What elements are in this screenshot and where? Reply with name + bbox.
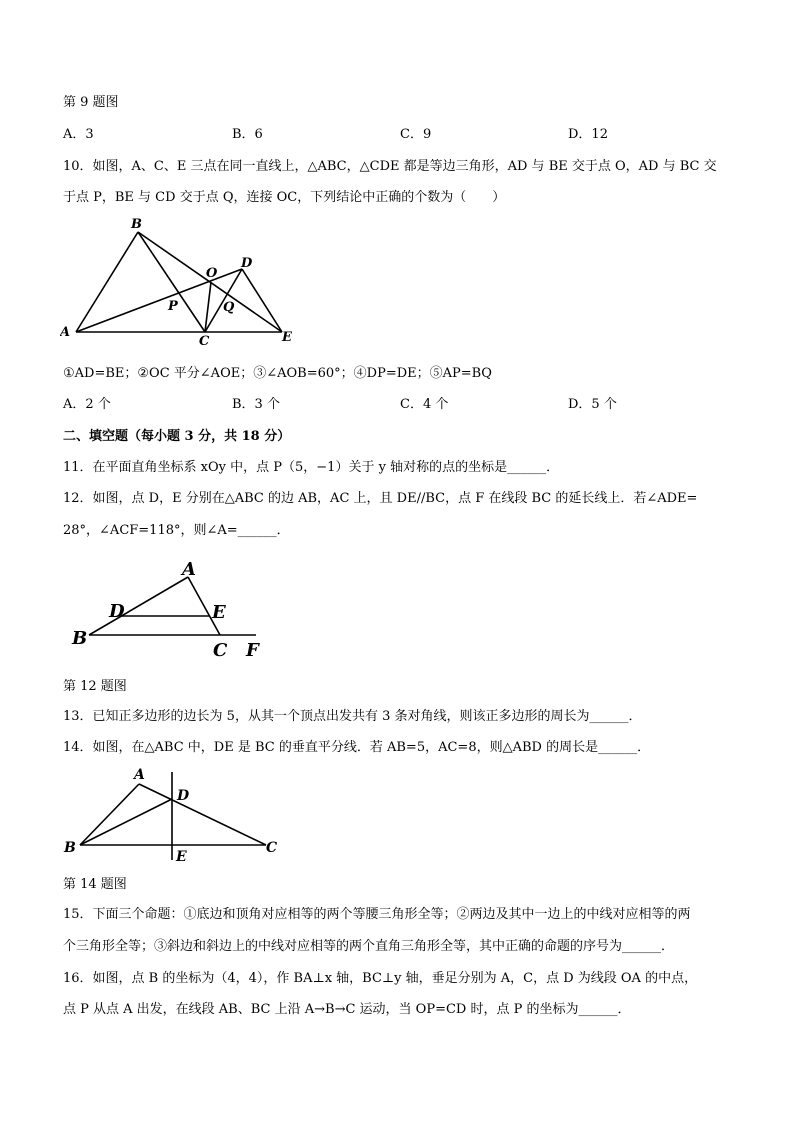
question-10-conclusions: ①AD=BE；②OC 平分∠AOE；③∠AOB=60°；④DP=DE；⑤AP=BQ xyxy=(63,366,492,381)
question-16-line-1: 16．如图，点 B 的坐标为（4，4），作 BA⊥x 轴，BC⊥y 轴，垂足分别为 A，C，点 D 为线段 OA 的中点， xyxy=(63,971,698,986)
line-ab xyxy=(76,232,138,332)
point-label-f: F xyxy=(246,640,259,661)
question-13: 13．已知正多边形的边长为 5，从其一个顶点出发共有 3 条对角线，则该正多边形的周长为______． xyxy=(63,709,642,724)
figure-q12 xyxy=(66,556,276,664)
point-label-e: E xyxy=(282,330,292,345)
figure-caption-q14: 第 14 题图 xyxy=(63,877,127,892)
question-11: 11．在平面直角坐标系 xOy 中，点 P（5，−1）关于 y 轴对称的点的坐标是______． xyxy=(63,460,560,475)
option-d-q9: D．12 xyxy=(568,127,608,142)
point-label-a: A xyxy=(134,767,145,783)
option-b-q10: B．3 个 xyxy=(232,397,280,412)
question-15-line-1: 15．下面三个命题：①底边和顶角对应相等的两个等腰三角形全等；②两边及其中一边上的中线对应相等的两 xyxy=(63,907,691,922)
point-label-q: Q xyxy=(223,300,235,315)
section-heading-fill-in: 二、填空题（每小题 3 分，共 18 分） xyxy=(63,429,291,444)
point-label-b: B xyxy=(64,840,76,856)
point-label-a: A xyxy=(182,559,196,580)
point-label-e: E xyxy=(212,602,226,623)
line-bd xyxy=(80,799,172,845)
question-10-line-2: 于点 P，BE 与 CD 交于点 Q，连接 OC，下列结论中正确的个数为（ ） xyxy=(63,190,506,205)
question-10-line-1: 10．如图，A、C、E 三点在同一直线上，△ABC，△CDE 都是等边三角形，AD 与 BE 交于点 O，AD 与 BC 交 xyxy=(63,159,717,174)
question-12-line-1: 12．如图，点 D，E 分别在△ABC 的边 AB，AC 上，且 DE//BC，点 F 在线段 BC 的延长线上．若∠ADE= xyxy=(63,491,698,506)
point-label-c: C xyxy=(199,334,210,345)
line-bc xyxy=(138,232,205,332)
question-14: 14．如图，在△ABC 中，DE 是 BC 的垂直平分线．若 AB=5，AC=8，则△ABD 的周长是______． xyxy=(63,740,651,755)
point-label-p: P xyxy=(168,299,178,314)
line-ac xyxy=(139,784,266,845)
question-15-line-2: 个三角形全等；③斜边和斜边上的中线对应相等的两个直角三角形全等，其中正确的命题的序号为______． xyxy=(63,939,675,954)
line-ba xyxy=(89,577,188,635)
figure-caption-q9: 第 9 题图 xyxy=(63,95,119,110)
option-c-q10: C．4 个 xyxy=(400,397,449,412)
point-label-d: D xyxy=(109,601,125,622)
point-label-b: B xyxy=(72,628,88,649)
point-label-d: D xyxy=(241,256,253,271)
point-label-c: C xyxy=(266,840,278,856)
point-label-a: A xyxy=(60,325,71,340)
figure-q10 xyxy=(60,215,310,345)
line-ba xyxy=(80,784,139,845)
option-a-q9: A．3 xyxy=(63,127,94,142)
point-label-d: D xyxy=(177,788,190,804)
point-label-b: B xyxy=(131,217,142,232)
figure-q14 xyxy=(60,764,290,868)
option-b-q9: B．6 xyxy=(232,127,263,142)
figure-caption-q12: 第 12 题图 xyxy=(63,679,127,694)
option-a-q10: A．2 个 xyxy=(63,397,111,412)
point-label-c: C xyxy=(213,640,228,661)
question-12-line-2: 28°，∠ACF=118°，则∠A=______． xyxy=(63,523,290,538)
line-de xyxy=(242,269,282,332)
point-label-e: E xyxy=(176,849,187,865)
question-16-line-2: 点 P 从点 A 出发，在线段 AB、BC 上沿 A→B→C 运动，当 OP=CD 时，点 P 的坐标为______． xyxy=(63,1002,631,1017)
point-label-o: O xyxy=(206,266,218,281)
option-c-q9: C．9 xyxy=(400,127,432,142)
option-d-q10: D．5 个 xyxy=(568,397,617,412)
